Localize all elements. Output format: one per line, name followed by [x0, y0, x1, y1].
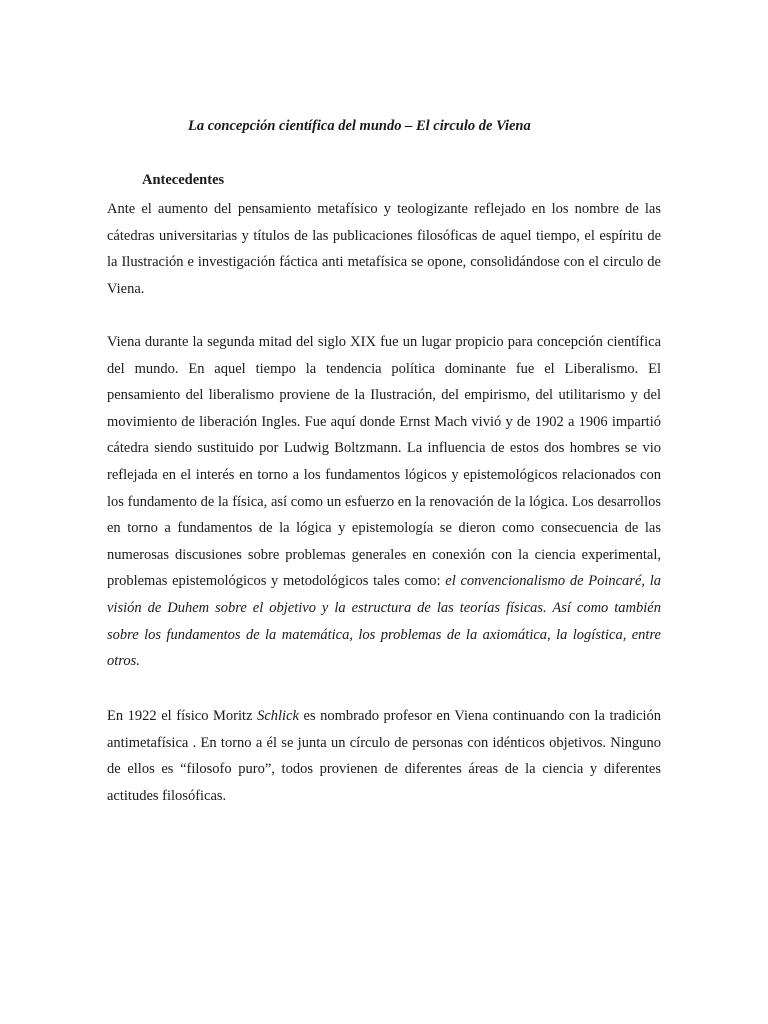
paragraph-2-italic-text: el convencionalismo de Poincaré, la visión de Duhem sobre el objetivo y la estructura de las teorías físicas. Así como también sobre los fundamentos de la matemática, los problemas de la axiomática, la logística, entre otros. [107, 573, 661, 670]
paragraph-3 [107, 703, 661, 809]
paragraph-3-text-start: En 1922 el físico Moritz [107, 708, 258, 724]
section-heading: Antecedentes [142, 172, 225, 188]
paragraph-2-text: Viena durante la segunda mitad del siglo XIX fue un lugar propicio para concepción científica del mundo. En aquel tiempo la tendencia política dominante fue el Liberalismo. El pensamiento del liberalismo proviene de la Ilustración, del empirismo, del utilitarismo y del movimiento de liberación Ingles. Fue aquí donde Ernst Mach vivió y de 1902 a 1906 impartió cátedra siendo sustituido por Ludwig Boltzmann. La influencia de estos dos hombres se vio reflejada en el interés en torno a los fundamentos lógicos y epistemológicos relacionados con los fundamento de la física, así como un esfuerzo en la renovación de la lógica. Los desarrollos en torno a fundamentos de la lógica y epistemología se dieron como consecuencia de las numerosas discusiones sobre problemas generales en conexión con la ciencia experimental, problemas epistemológicos y metodológicos tales como: [107, 334, 661, 590]
paragraph-1 [107, 196, 661, 302]
document-title: La concepción científica del mundo – El circulo de Viena [188, 118, 531, 134]
paragraph-1-text: Ante el aumento del pensamiento metafísico y teologizante reflejado en los nombre de las cátedras universitarias y títulos de las publicaciones filosóficas de aquel tiempo, el espíritu de la Ilustración e investigación fáctica anti metafísica se opone, consolidándose con el circulo de Viena. [107, 201, 661, 297]
paragraph-3-italic-name: Schlick [257, 708, 299, 724]
paragraph-2 [107, 329, 661, 675]
paragraph-3-text-end: es nombrado profesor en Viena continuando con la tradición antimetafísica . En torno a él se junta un círculo de personas con idénticos objetivos. Ninguno de ellos es “filosofo puro”, todos provienen de diferentes áreas de la ciencia y diferentes actitudes filosóficas. [107, 708, 661, 804]
